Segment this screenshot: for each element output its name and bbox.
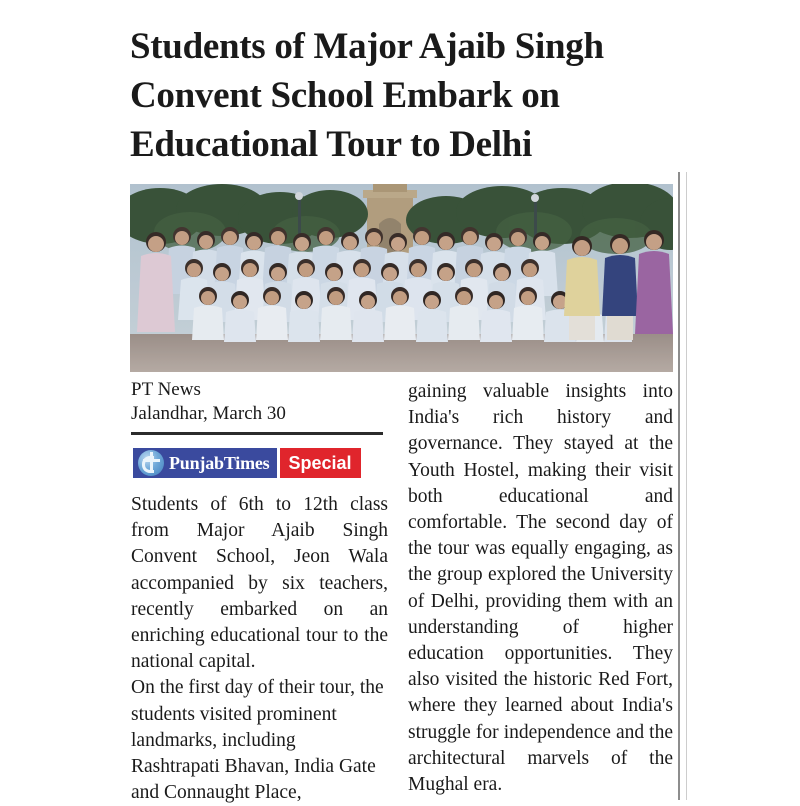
byline-source: PT News [131,379,201,400]
globe-icon [137,449,165,477]
page-title [130,22,676,169]
body-column-right [408,379,673,798]
headline-line-1: Students of Major Ajaib Singh [130,26,604,67]
paragraph: gaining valuable insights into India's rich history and governance. They stayed at the Youth Hostel, making their visit both educational and comfortable. The second day of the tour was equally engaging, as the group explored the University of Delhi, providing them with an understanding of higher education opportunities. They also visited the historic Red Fort, where they learned about India's struggle for independence and the architectural marvels of the Mughal era. [408,381,673,796]
column-rule-secondary [686,172,687,800]
byline [131,378,387,426]
headline-line-2: Convent School Embark on [130,75,560,116]
group-photo-illustration [130,184,673,372]
column-rule [678,172,680,800]
special-tag-label: Special [288,453,352,473]
body-column-left [131,492,388,806]
byline-divider [131,432,383,435]
headline-line-3: Educational Tour to Delhi [130,124,533,165]
paragraph: Students of 6th to 12th class from Major Ajaib Singh Convent School, Jeon Wala accompanied by six teachers, recently embarked on an enriching educational tour to the national capital. [131,494,388,673]
byline-dateline: Jalandhar, March 30 [131,403,286,424]
article-photo [130,184,673,372]
special-tag [280,448,361,478]
publication-badge [133,448,277,478]
status-badge [133,448,361,478]
paragraph: On the first day of their tour, the students visited prominent landmarks, including Rashtrapati Bhavan, India Gate and Connaught Place, [131,677,384,804]
publication-name: PunjabTimes [169,453,270,473]
